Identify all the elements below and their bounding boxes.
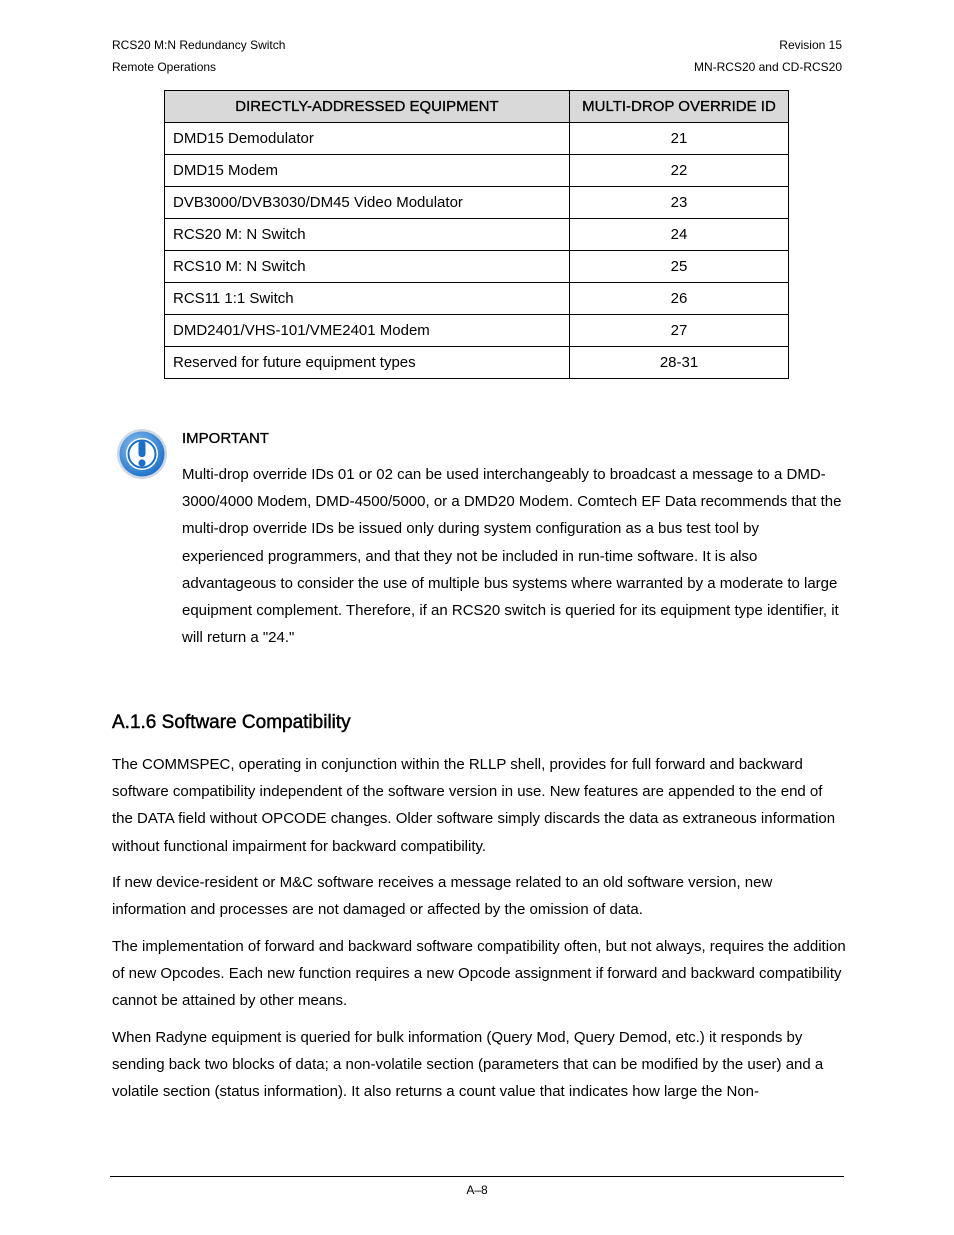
table-row <box>165 315 789 347</box>
table-row <box>165 347 789 379</box>
header-revision: Revision 15 <box>779 38 842 52</box>
equipment-cell: DMD15 Demodulator <box>165 123 570 155</box>
table-row <box>165 187 789 219</box>
body-paragraph: The COMMSPEC, operating in conjunction within the RLLP shell, provides for full forward and backward software compatibility independent of the software version in use. New features are appended to the end of the DATA field without OPCODE changes. Older software simply discards the data as extraneous information without functional impairment for backward compatibility. <box>112 756 836 855</box>
override-id-cell: 22 <box>570 155 789 187</box>
equipment-cell: RCS11 1:1 Switch <box>165 283 570 315</box>
equipment-cell: DMD15 Modem <box>165 155 570 187</box>
table-row <box>165 123 789 155</box>
table-header-row <box>165 91 789 123</box>
equipment-cell: Reserved for future equipment types <box>165 347 570 379</box>
important-exclamation-icon <box>116 428 168 480</box>
body-paragraph: If new device-resident or M&C software receives a message related to an old software version, new information and processes are not damaged or affected by the omission of data. <box>112 874 773 919</box>
equipment-cell: DMD2401/VHS-101/VME2401 Modem <box>165 315 570 347</box>
header-section: Remote Operations <box>112 60 217 74</box>
section-heading: A.1.6 Software Compatibility <box>112 712 351 733</box>
table-row <box>165 219 789 251</box>
header-doc-id: MN-RCS20 and CD-RCS20 <box>693 60 842 74</box>
equipment-cell: RCS20 M: N Switch <box>165 219 570 251</box>
important-title: IMPORTANT <box>182 430 269 447</box>
table-row <box>165 155 789 187</box>
equipment-cell: DVB3000/DVB3030/DM45 Video Modulator <box>165 187 570 219</box>
footer-divider <box>110 1176 844 1177</box>
header-doc-title: RCS20 M:N Redundancy Switch <box>112 38 286 52</box>
body-paragraph: When Radyne equipment is queried for bulk information (Query Mod, Query Demod, etc.) it responds by sending back two blocks of data; a non-volatile section (parameters that can be modified by the user) and a volatile section (status information). It also returns a count value that indicates how large the Non- <box>112 1029 824 1101</box>
important-body: Multi-drop override IDs 01 or 02 can be used interchangeably to broadcast a message to a DMD-3000/4000 Modem, DMD-4500/5000, or a DMD20 Modem. Comtech EF Data recommends that the multi-drop override IDs be issued only during system configuration as a bus test tool by experienced programmers, and that they not be included in run-time software. It is also advantageous to consider the use of multiple bus systems where warranted by a moderate to large equipment complement. Therefore, if an RCS20 switch is queried for its equipment type identifier, it will return a "24." <box>182 466 842 647</box>
override-id-cell: 23 <box>570 187 789 219</box>
override-id-cell: 25 <box>570 251 789 283</box>
equipment-id-table <box>164 90 789 379</box>
page-number: A–8 <box>466 1183 488 1197</box>
override-id-cell: 24 <box>570 219 789 251</box>
override-id-cell: 26 <box>570 283 789 315</box>
table-row <box>165 251 789 283</box>
column-header-equipment: DIRECTLY-ADDRESSED EQUIPMENT <box>165 91 570 123</box>
column-header-override-id: MULTI-DROP OVERRIDE ID <box>570 91 789 123</box>
equipment-cell: RCS10 M: N Switch <box>165 251 570 283</box>
override-id-cell: 27 <box>570 315 789 347</box>
override-id-cell: 28-31 <box>570 347 789 379</box>
body-paragraph: The implementation of forward and backward software compatibility often, but not always, requires the addition of new Opcodes. Each new function requires a new Opcode assignment if forward and backward compatibility cannot be attained by other means. <box>112 938 846 1010</box>
override-id-cell: 21 <box>570 123 789 155</box>
table-row <box>165 283 789 315</box>
